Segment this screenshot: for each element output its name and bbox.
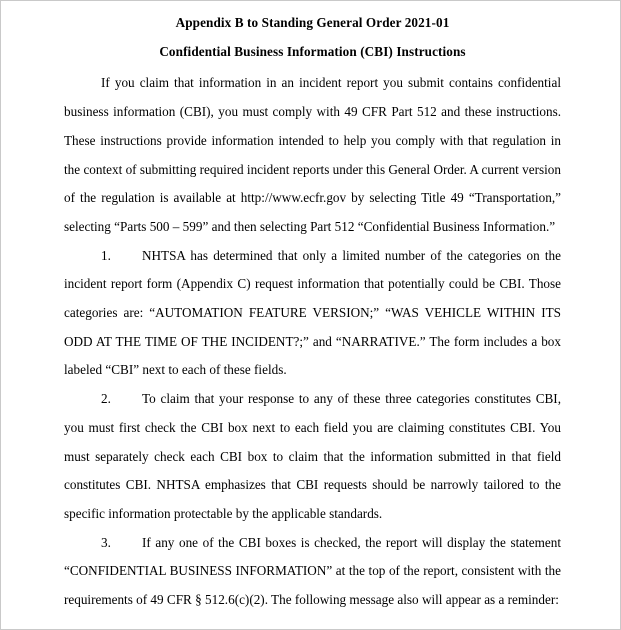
intro-paragraph — [64, 69, 561, 241]
paragraph-number: 2. — [101, 391, 111, 407]
numbered-paragraph-3 — [64, 529, 561, 615]
document-subtitle: Confidential Business Information (CBI) Instructions — [159, 43, 466, 59]
paragraph-text: If you claim that information in an incident report you submit contains confidential business information (CBI), you must comply with 49 CFR Part 512 and these instructions. These instructions provide information intended to help you comply with that regulation in the context of submitting required incident reports under this General Order. A current version of the regulation is available at http://www.ecfr.gov by selecting Title 49 “Transportation,” selecting “Parts 500 – 599” and then selecting Part 512 “Confidential Business Information.” — [64, 75, 561, 234]
paragraph-number: 1. — [101, 247, 111, 263]
paragraph-text: If any one of the CBI boxes is checked, the report will display the statement “CONFIDENTIAL BUSINESS INFORMATION” at the top of the report, consistent with the requirements of 49 CFR § 512.6(c)(2). The following message also will appear as a reminder: — [64, 534, 561, 608]
numbered-paragraph-1 — [64, 242, 561, 386]
numbered-paragraph-2 — [64, 385, 561, 529]
paragraph-text: To claim that your response to any of these three categories constitutes CBI, you must first check the CBI box next to each field you are claiming constitutes CBI. You must separately check each CBI box to claim that the information submitted in that field constitutes CBI. NHTSA emphasizes that CBI requests should be narrowly tailored to the specific information protectable by the applicable standards. — [64, 391, 561, 521]
paragraph-number: 3. — [101, 534, 111, 550]
paragraph-text: NHTSA has determined that only a limited number of the categories on the incident report form (Appendix C) request information that potentially could be CBI. Those categories are: “AUTOMATION FEATURE VERSION;” “WAS VEHICLE WITHIN ITS ODD AT THE TIME OF THE INCIDENT?;” and “NARRATIVE.” The form includes a box labeled “CBI” next to each of these fields. — [64, 247, 561, 378]
document-title: Appendix B to Standing General Order 2021-01 — [175, 15, 450, 30]
